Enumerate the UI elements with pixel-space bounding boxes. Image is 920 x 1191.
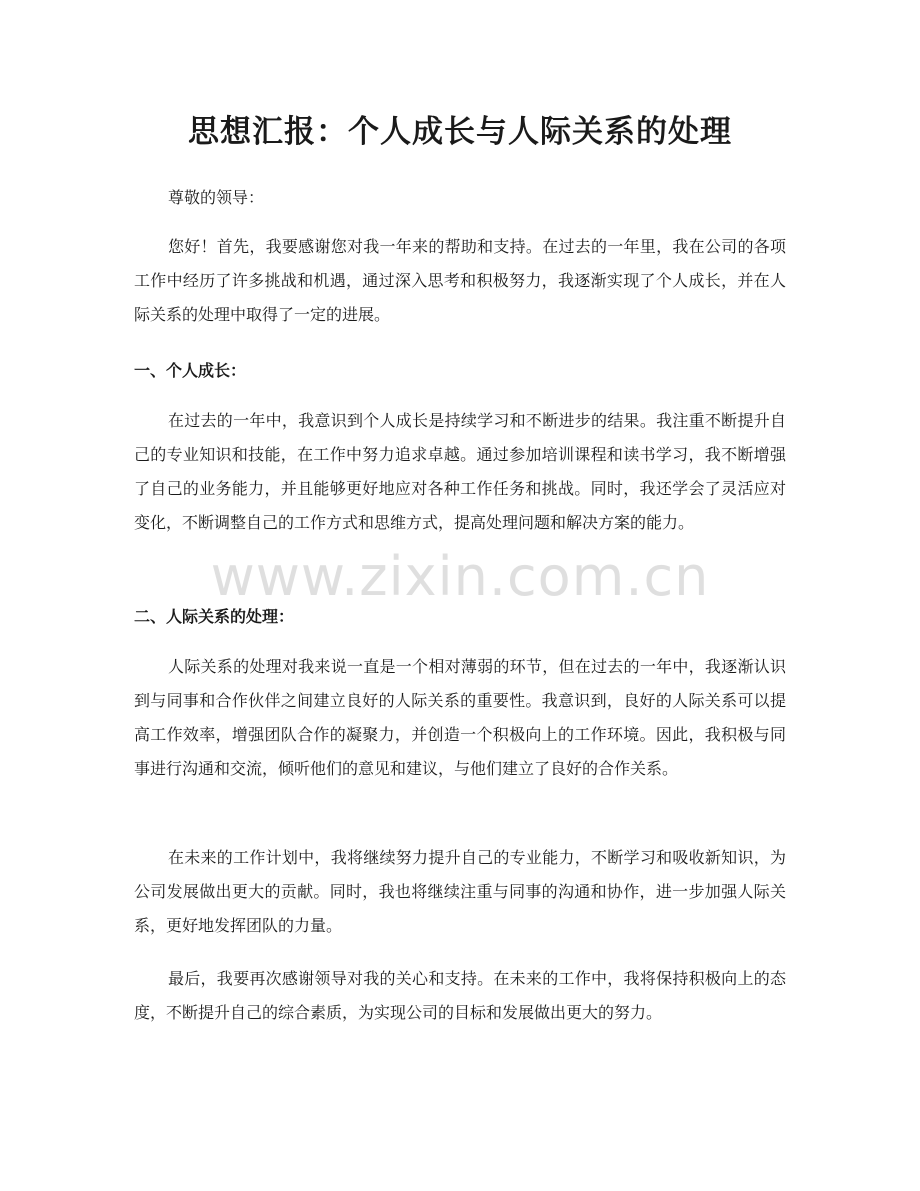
section-body-personal-growth: 在过去的一年中，我意识到个人成长是持续学习和不断进步的结果。我注重不断提升自己的专业知识和技能，在工作中努力追求卓越。通过参加培训课程和读书学习，我不断增强了自己的业务能力，并且能够更好地应对各种工作任务和挑战。同时，我还学会了灵活应对变化，不断调整自己的工作方式和思维方式，提高处理问题和解决方案的能力。: [134, 411, 786, 532]
watermark: www.zixin.com.cn: [210, 545, 710, 608]
intro-paragraph: 您好！首先，我要感谢您对我一年来的帮助和支持。在过去的一年里，我在公司的各项工作中经历了许多挑战和机遇，通过深入思考和积极努力，我逐渐实现了个人成长，并在人际关系的处理中取得了一定的进展。: [134, 237, 786, 324]
document-title: 思想汇报：个人成长与人际关系的处理: [188, 114, 732, 150]
section-body-relationships: 人际关系的处理对我来说一直是一个相对薄弱的环节，但在过去的一年中，我逐渐认识到与同事和合作伙伴之间建立良好的人际关系的重要性。我意识到，良好的人际关系可以提高工作效率，增强团队合作的凝聚力，并创造一个积极向上的工作环境。因此，我积极与同事进行沟通和交流，倾听他们的意见和建议，与他们建立了良好的合作关系。: [134, 657, 786, 778]
future-plan-paragraph: 在未来的工作计划中，我将继续努力提升自己的专业能力，不断学习和吸收新知识，为公司发展做出更大的贡献。同时，我也将继续注重与同事的沟通和协作，进一步加强人际关系，更好地发挥团队的力量。: [134, 848, 786, 935]
section-heading-personal-growth: 一、个人成长：: [134, 361, 247, 380]
salutation: 尊敬的领导：: [168, 188, 265, 207]
section-heading-relationships: 二、人际关系的处理：: [134, 607, 295, 626]
closing-paragraph: 最后，我要再次感谢领导对我的关心和支持。在未来的工作中，我将保持积极向上的态度，不断提升自己的综合素质，为实现公司的目标和发展做出更大的努力。: [134, 969, 786, 1022]
